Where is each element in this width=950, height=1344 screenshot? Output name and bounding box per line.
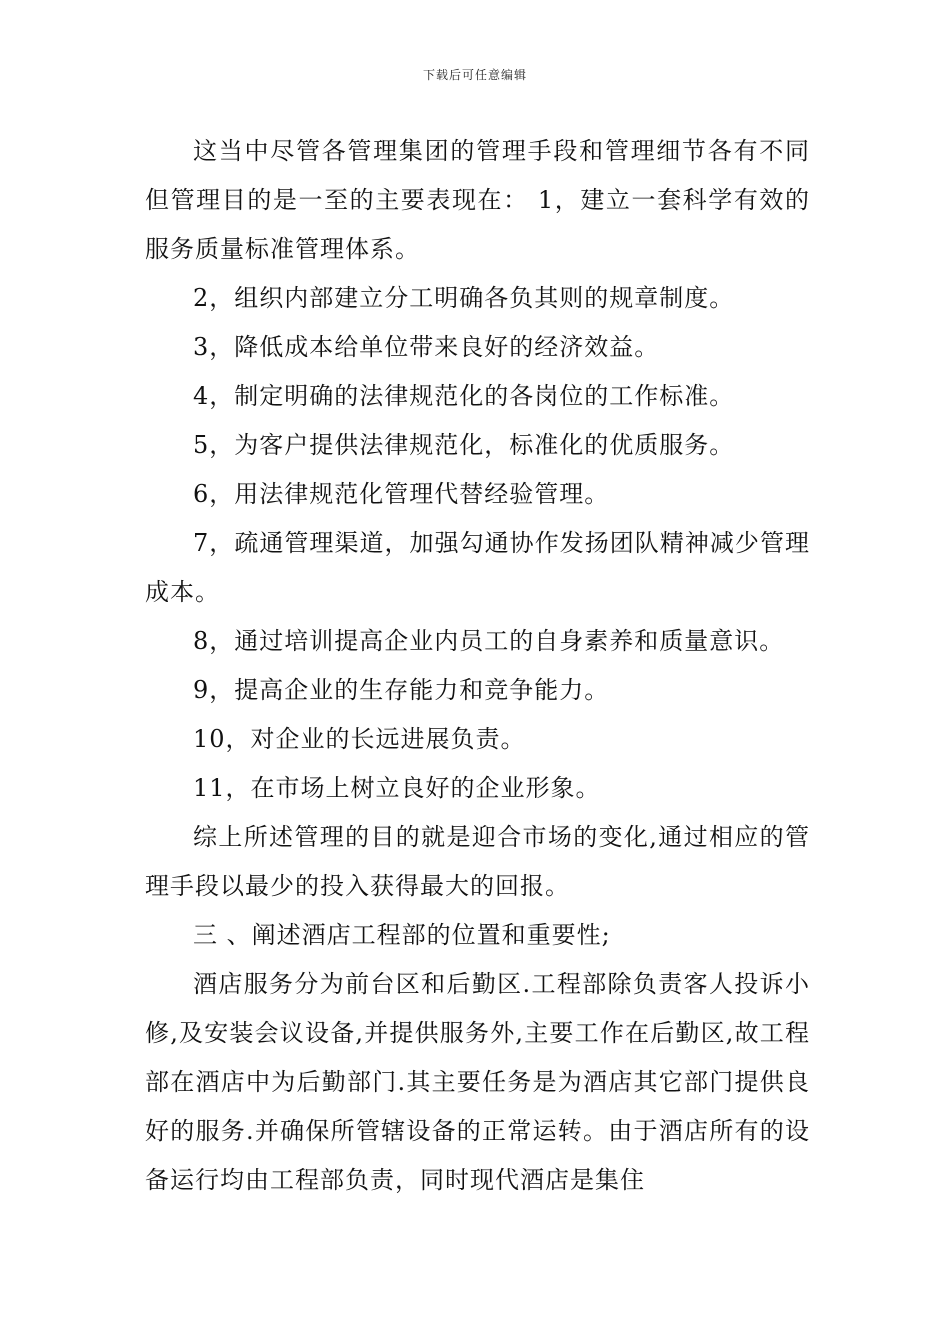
paragraph-item-5: 5，为客户提供法律规范化，标准化的优质服务。 [193,431,735,459]
paragraph-item-7: 7，疏通管理渠道，加强勾通协作发扬团队精神减少管理成本。 [145,529,810,606]
header-note: 下载后可任意编辑 [422,68,527,82]
section-heading: 三 、阐述酒店工程部的位置和重要性; [193,921,611,949]
paragraph-item-3: 3，降低成本给单位带来良好的经济效益。 [193,333,660,361]
paragraph-item-11: 11，在市场上树立良好的企业形象。 [193,774,601,802]
paragraph-summary: 综上所述管理的目的就是迎合市场的变化,通过相应的管理手段以最少的投入获得最大的回报。 [145,823,810,900]
paragraph-item-8: 8，通过培训提高企业内员工的自身素养和质量意识。 [193,627,785,655]
paragraph-item-4: 4，制定明确的法律规范化的各岗位的工作标准。 [193,382,735,410]
document-body [145,127,810,1205]
paragraph-item-2: 2，组织内部建立分工明确各负其则的规章制度。 [193,284,735,312]
paragraph-intro: 这当中尽管各管理集团的管理手段和管理细节各有不同但管理目的是一至的主要表现在： 1，建立一套科学有效的服务质量标准管理体系。 [145,137,810,263]
paragraph-engineering: 酒店服务分为前台区和后勤区.工程部除负责客人投诉小修,及安装会议设备,并提供服务外,主要工作在后勤区,故工程部在酒店中为后勤部门.其主要任务是为酒店其它部门提供良好的服务.并确保所管辖设备的正常运转。由于酒店所有的设备运行均由工程部负责，同时现代酒店是集住 [145,970,810,1194]
paragraph-item-9: 9，提高企业的生存能力和竞争能力。 [193,676,610,704]
paragraph-item-10: 10，对企业的长远进展负责。 [193,725,526,753]
paragraph-item-6: 6，用法律规范化管理代替经验管理。 [193,480,610,508]
